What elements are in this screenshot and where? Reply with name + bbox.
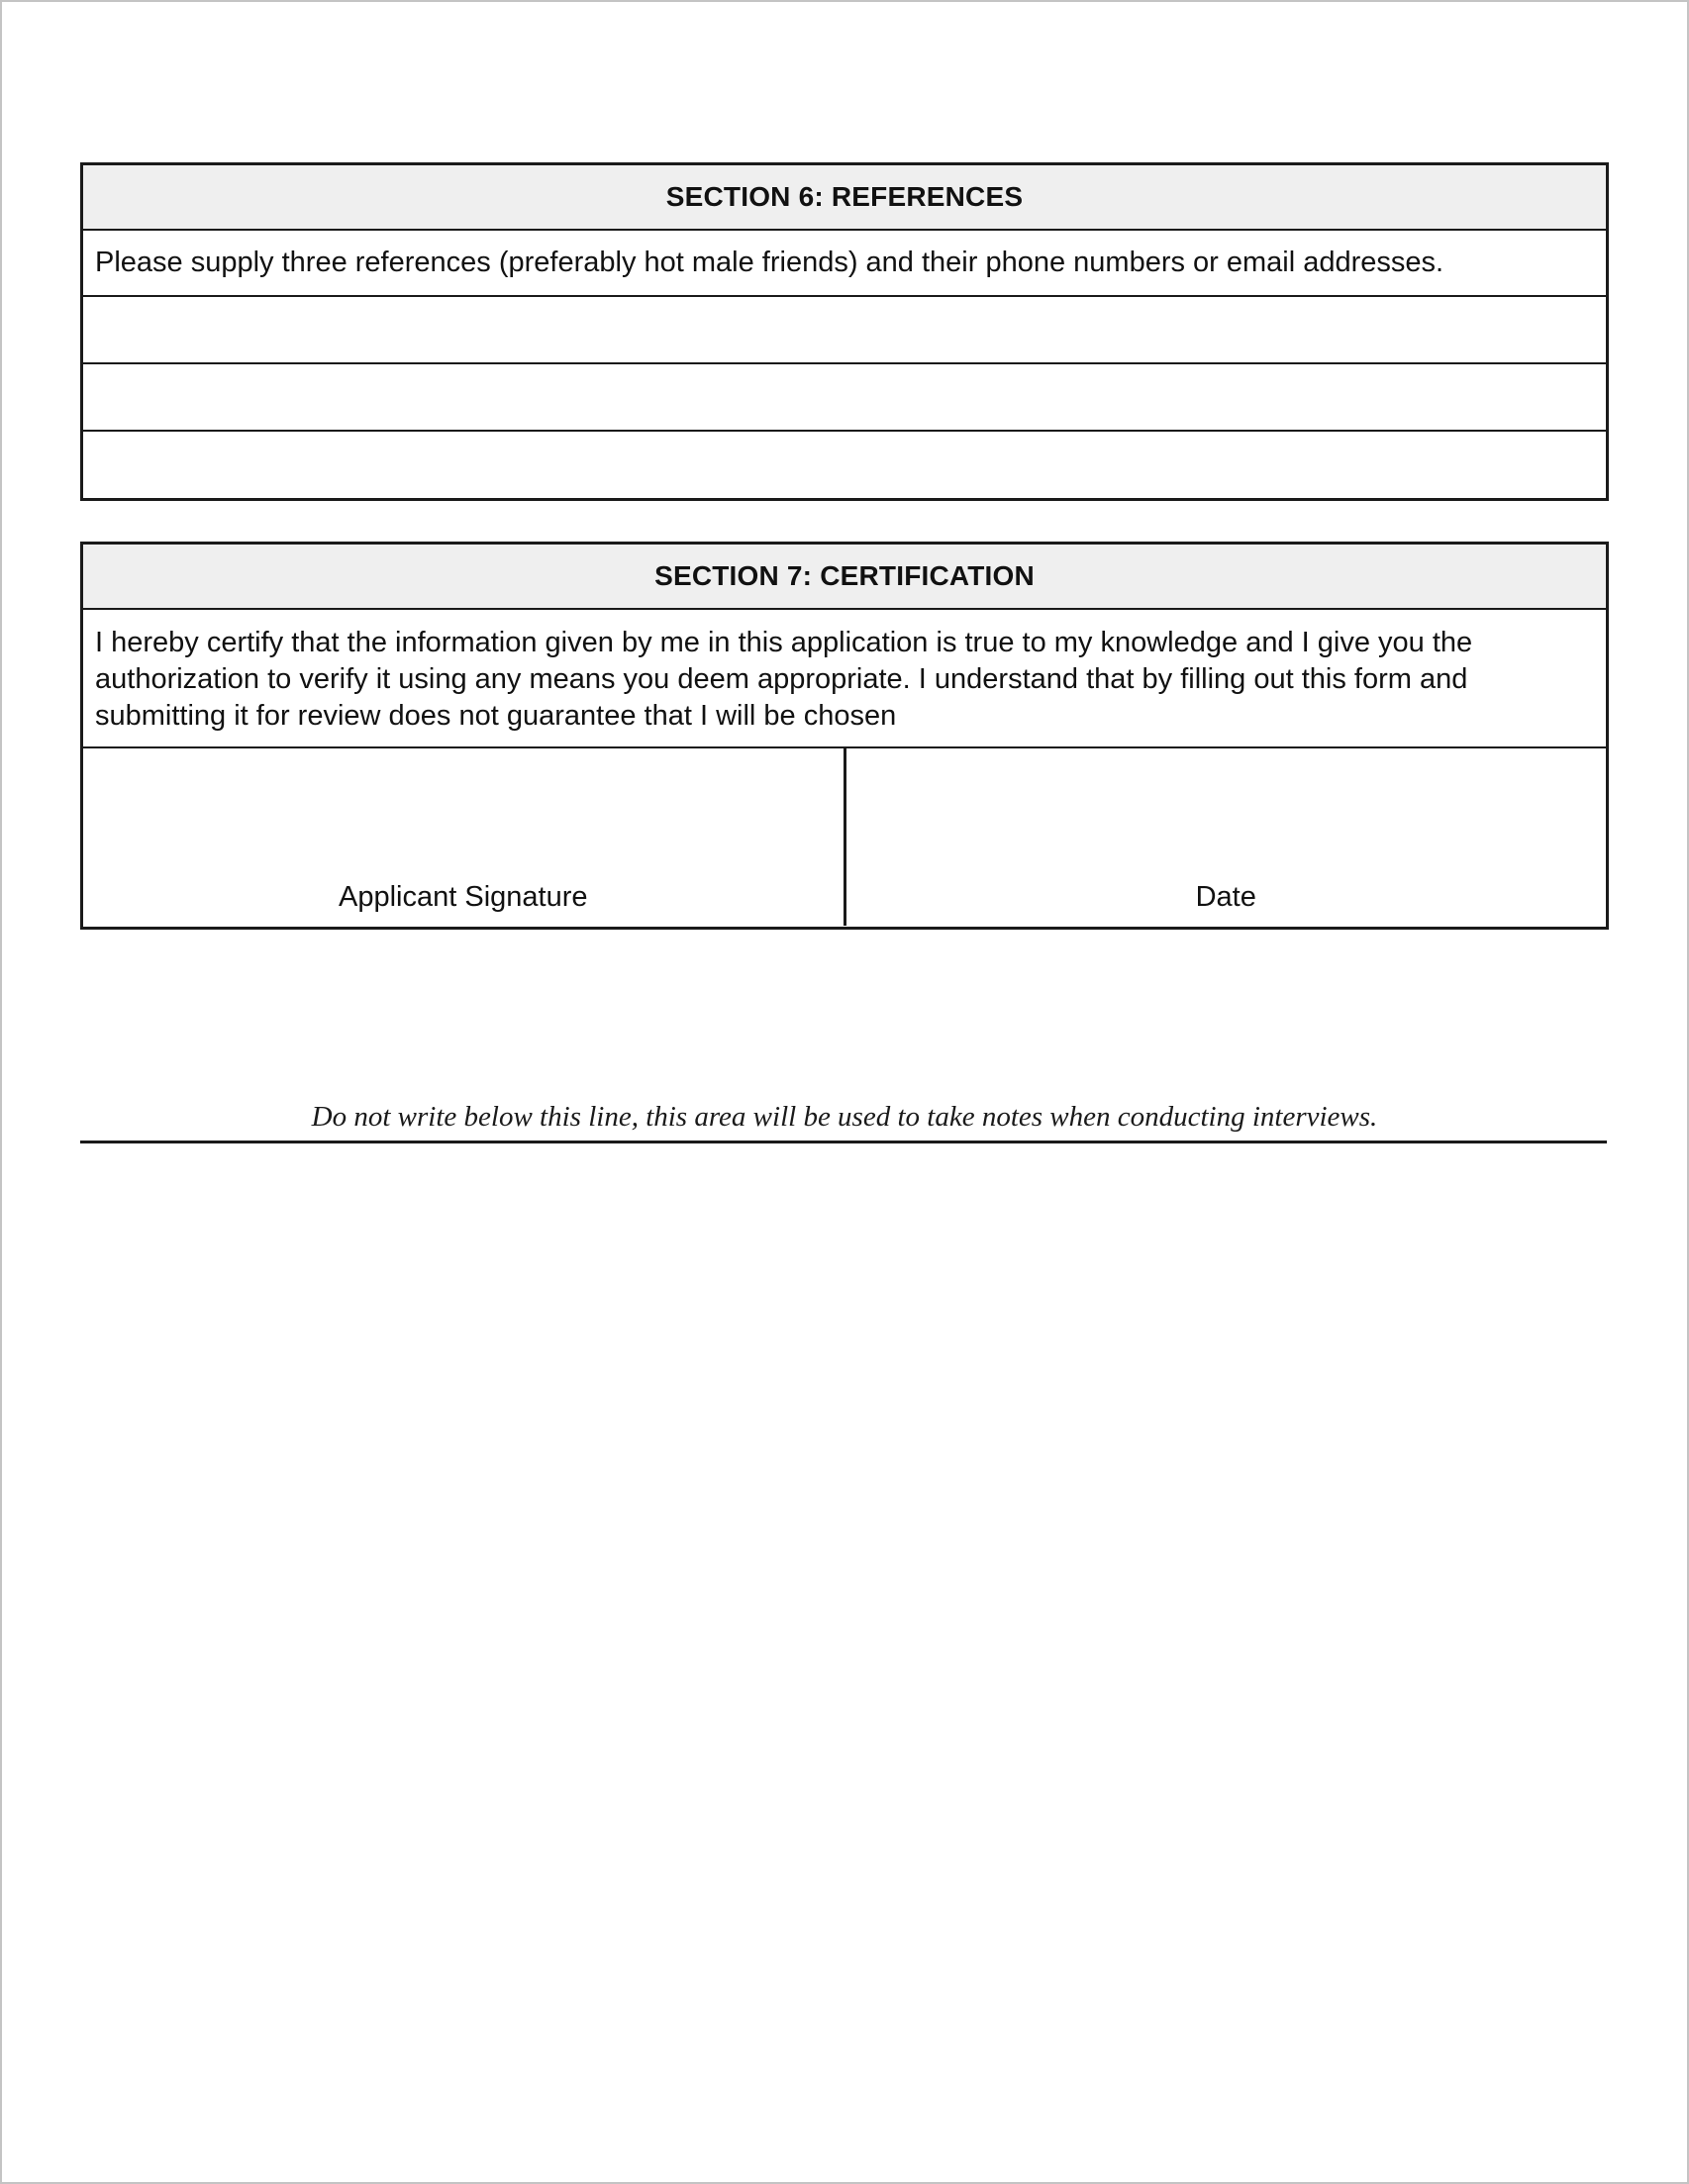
interview-notes-area <box>80 1146 1607 2136</box>
signature-row <box>83 748 1606 926</box>
references-header: SECTION 6: REFERENCES <box>83 165 1606 231</box>
certification-statement: I hereby certify that the information given by me in this application is true to my knowledge and I give you the authorization to verify it using any means you deem appropriate. I understand that by filling out this form and submitting it for review does not guarantee that I will be chosen <box>83 610 1606 748</box>
certification-section <box>80 542 1609 930</box>
date-label: Date <box>1195 881 1256 913</box>
notes-caption: Do not write below this line, this area will be used to take notes when conducting interviews. <box>311 1101 1378 1133</box>
date-field[interactable] <box>846 748 1607 926</box>
applicant-signature-field[interactable] <box>83 748 846 926</box>
notes-divider-line <box>80 1141 1607 1143</box>
references-instruction: Please supply three references (preferably hot male friends) and their phone numbers or email addresses. <box>83 231 1606 297</box>
references-section <box>80 162 1609 501</box>
reference-field-3[interactable] <box>83 432 1606 495</box>
applicant-signature-label: Applicant Signature <box>339 881 588 913</box>
certification-header: SECTION 7: CERTIFICATION <box>83 545 1606 610</box>
reference-field-2[interactable] <box>83 364 1606 432</box>
reference-field-1[interactable] <box>83 297 1606 364</box>
